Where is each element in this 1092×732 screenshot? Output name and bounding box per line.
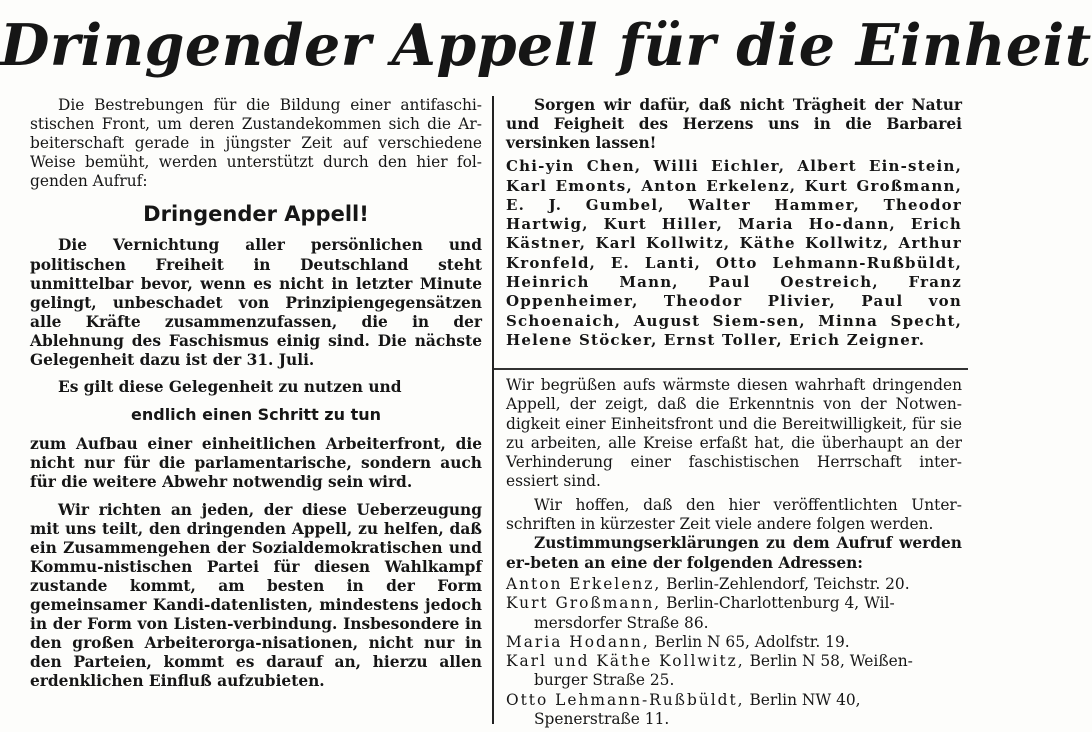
address-line: Berlin-Charlottenburg 4, Wil-	[666, 594, 895, 613]
comment-paragraph-2: Wir hoffen, daß den hier veröffentlichten Unter-schriften in kürzester Zeit viele andere folgen werden.	[506, 495, 962, 534]
address-item	[506, 633, 962, 652]
appeal-paragraph-2: Es gilt diese Gelegenheit zu nutzen und	[58, 378, 402, 397]
signatories-list: Chi-yin Chen, Willi Eichler, Albert Ein-stein, Karl Emonts, Anton Erkelenz, Kurt Großmann, E. J. Gumbel, Walter Hammer, Theodor Hartwig, Kurt Hiller, Maria Ho-dann, Erich Kästner, Karl Kollwitz, Käthe Kollwitz, Arthur Kronfeld, E. Lanti, Otto Lehmann-Rußbüldt, Heinrich Mann, Paul Oestreich, Franz Oppenheimer, Theodor Plivier, Paul von Schoenaich, August Siem-sen, Minna Specht, Helene Stöcker, Ernst Toller, Erich Zeigner.	[506, 157, 962, 349]
appeal-paragraph-4: Wir richten an jeden, der diese Ueberzeugung mit uns teilt, den dringenden Appell, zu helfen, daß ein Zusammengehen der Sozialdemokratischen und Kommu-nistischen Partei für diesen Wahlkampf zustande kommt, am besten in der Form gemeinsamer Kandi-datenlisten, mindestens jedoch in der Form von Listen-verbindung. Insbesondere in den großen Arbeiterorga-nisationen, nicht nur in den Parteien, kommt es darauf an, hierzu allen erdenklichen Einfluß aufzubieten.	[30, 500, 482, 691]
address-name: Karl und Käthe Kollwitz,	[506, 652, 745, 671]
appeal-paragraph-1: Die Vernichtung aller persönlichen und politischen Freiheit in Deutschland steht unmittelbar bevor, wenn es nicht in letzter Minute gelingt, unbeschadet von Prinzipiengegensätzen alle Kräfte zusammenzufassen, die in der Ablehnung des Faschismus einig sind. Die nächste Gelegenheit dazu ist der 31. Juli.	[30, 236, 482, 370]
address-name: Maria Hodann,	[506, 632, 650, 651]
closing-sentence: Sorgen wir dafür, daß nicht Trägheit der Natur und Feigheit des Herzens uns in die Barbarei versinken lassen!	[506, 96, 962, 153]
comment-paragraph-3: Zustimmungserklärungen zu dem Aufruf werden er-beten an eine der folgenden Adressen:	[506, 534, 962, 572]
address-continuation: mersdorfer Straße 86.	[534, 613, 709, 632]
address-name: Anton Erkelenz,	[506, 574, 662, 593]
left-column	[30, 96, 482, 691]
appeal-subheading: endlich einen Schritt zu tun	[131, 405, 381, 425]
address-line: Berlin NW 40,	[749, 690, 861, 709]
address-name: Otto Lehmann-Rußbüldt,	[506, 690, 745, 709]
address-list	[506, 575, 962, 729]
address-item	[506, 575, 962, 594]
comment-paragraph-1: Wir begrüßen aufs wärmste diesen wahrhaft dringenden Appell, der zeigt, daß die Erkenntnis von der Notwen-digkeit einer Einheitsfront und die Bereitwilligkeit, für sie zu arbeiten, alle Kreise erfaßt hat, die überhaupt an der Verhinderung einer faschistischen Herrschaft inter-essiert sind.	[506, 376, 962, 491]
address-line: Berlin-Zehlendorf, Teichstr. 20.	[666, 574, 910, 593]
address-item	[506, 594, 962, 633]
address-item	[506, 652, 962, 691]
address-line: Berlin N 65, Adolfstr. 19.	[654, 632, 850, 651]
column-divider	[492, 96, 494, 724]
address-continuation: Spenerstraße 11.	[534, 710, 670, 729]
right-column-lower	[506, 376, 962, 729]
appeal-paragraph-3: zum Aufbau einer einheitlichen Arbeiterfront, die nicht nur für die parlamentarische, sondern auch für die weitere Abwehr notwendig sein wird.	[30, 435, 482, 492]
appeal-title: Dringender Appell!	[143, 202, 369, 227]
address-name: Kurt Großmann,	[506, 594, 662, 613]
address-line: Berlin N 58, Weißen-	[749, 652, 913, 671]
headline: Dringender Appell für die Einheit	[0, 12, 1092, 79]
intro-paragraph: Die Bestrebungen für die Bildung einer antifaschi-stischen Front, um deren Zustandekommen sich die Ar-beiterschaft gerade in jüngster Zeit auf verschiedene Weise bemüht, werden unterstützt durch den hier fol-genden Aufruf:	[30, 96, 482, 191]
address-item	[506, 691, 962, 730]
section-rule	[494, 368, 968, 370]
address-continuation: burger Straße 25.	[534, 671, 675, 690]
right-column-upper	[506, 96, 962, 350]
